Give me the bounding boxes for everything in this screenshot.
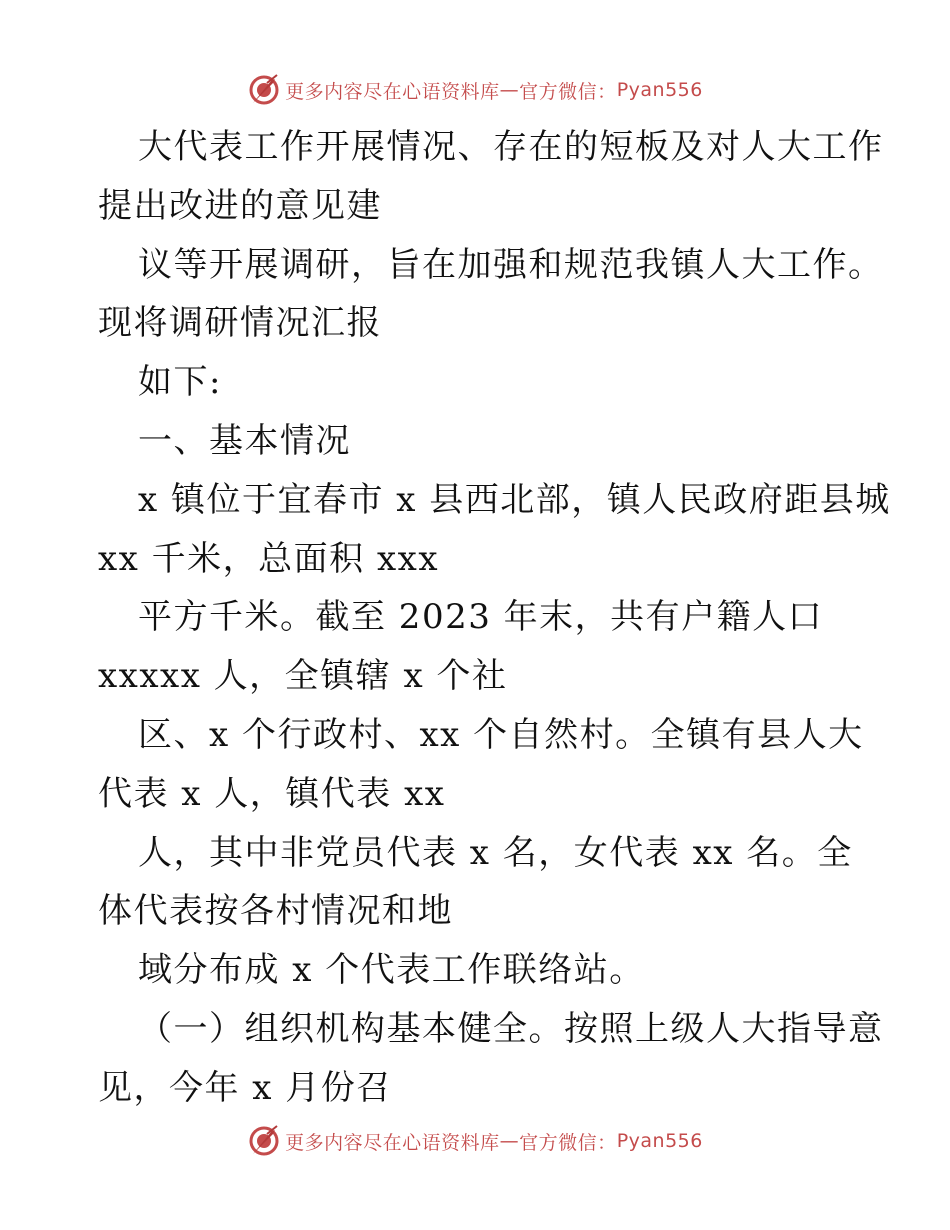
body-line: 代表 x 人，镇代表 xx	[98, 773, 446, 814]
body-line: 体代表按各村情况和地	[98, 891, 453, 932]
body-line: 议等开展调研，旨在加强和规范我镇人大工作。	[138, 244, 884, 285]
body-line: 提出改进的意见建	[98, 185, 382, 226]
watermark-wechat-id: Pyan556	[616, 79, 703, 101]
body-line: 现将调研情况汇报	[98, 303, 382, 344]
document-body	[98, 118, 891, 1118]
header-watermark	[0, 70, 950, 110]
section-heading: 一、基本情况	[138, 420, 351, 461]
body-line: xx 千米，总面积 xxx	[98, 538, 439, 579]
watermark-main-text: 更多内容尽在心语资料库	[285, 80, 500, 103]
feather-seal-icon	[247, 1124, 281, 1158]
body-line: 区、x 个行政村、xx 个自然村。全镇有县人大	[138, 714, 864, 755]
subsection-heading: （一）组织机构基本健全。按照上级人大指导意	[138, 1008, 884, 1049]
body-line: xxxxx 人，全镇辖 x 个社	[98, 656, 508, 697]
body-line: 大代表工作开展情况、存在的短板及对人大工作	[138, 127, 884, 167]
body-line: 域分布成 x 个代表工作联络站。	[138, 950, 645, 991]
watermark-main-text: 更多内容尽在心语资料库	[285, 1131, 500, 1154]
body-line: x 镇位于宜春市 x 县西北部，镇人民政府距县城	[138, 479, 891, 520]
watermark-separator: —	[499, 79, 520, 101]
watermark-wechat-id: Pyan556	[616, 1130, 703, 1152]
body-line: 见，今年 x 月份召	[98, 1067, 392, 1108]
watermark-separator: —	[499, 1130, 520, 1152]
body-line: 平方千米。截至 2023 年末，共有户籍人口	[138, 597, 824, 638]
feather-seal-icon	[247, 73, 281, 107]
body-line: 如下:	[138, 362, 222, 403]
watermark-wechat-label: 官方微信：	[519, 80, 617, 103]
body-line: 人，其中非党员代表 x 名，女代表 xx 名。全	[138, 832, 853, 873]
footer-watermark	[0, 1121, 950, 1161]
watermark-wechat-label: 官方微信：	[519, 1131, 617, 1154]
